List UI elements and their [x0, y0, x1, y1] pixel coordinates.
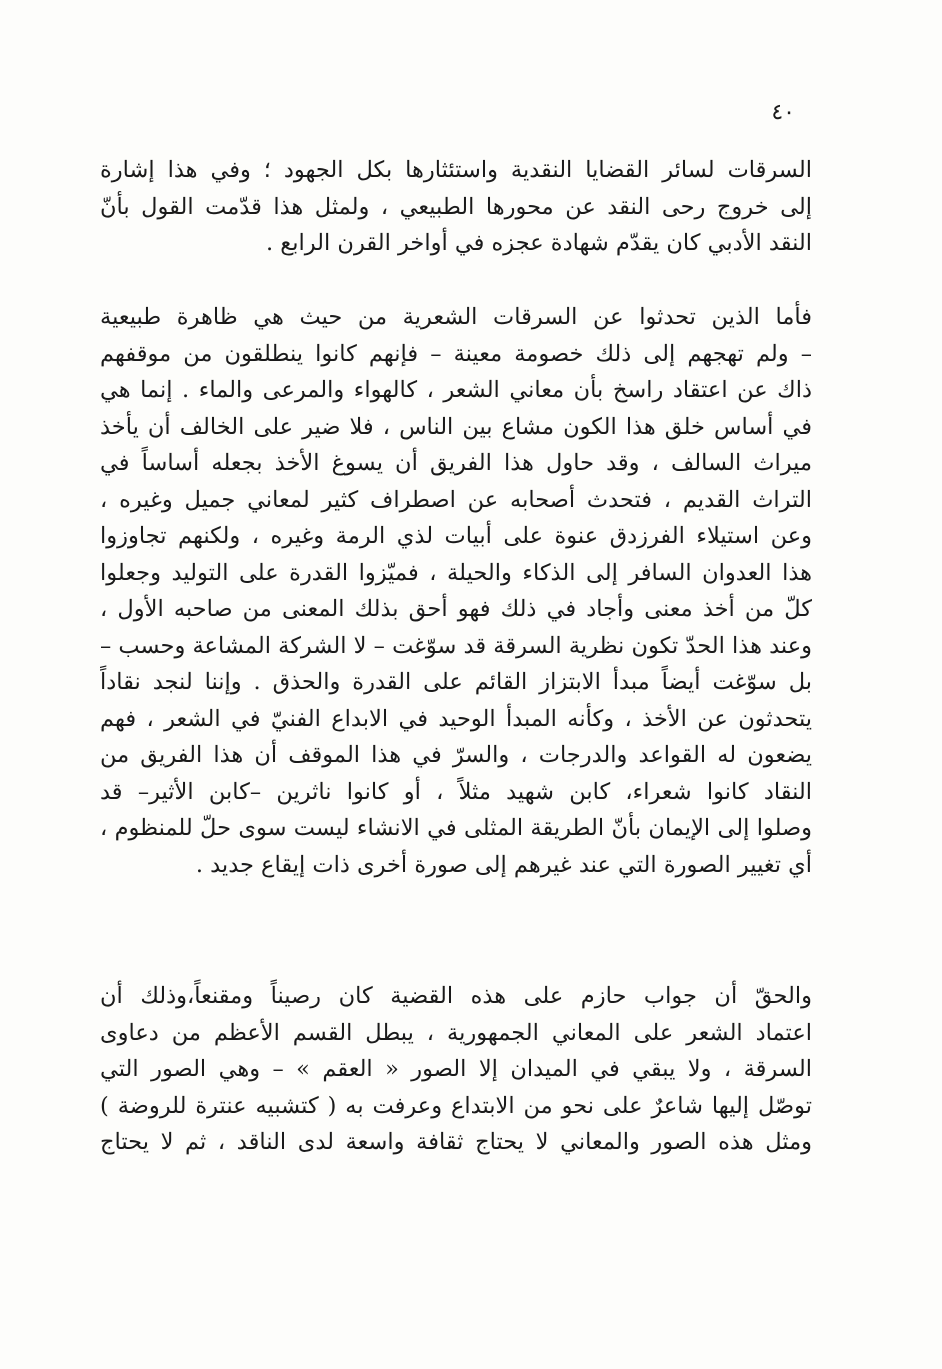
- text-line: هذا العدوان السافر إلى الذكاء والحيلة ، فميّزوا القدرة على التوليد وجعلوا: [100, 559, 812, 586]
- paragraph-1: [100, 152, 812, 262]
- text-line: اعتماد الشعر على المعاني الجمهورية ، يبطل القسم الأعظم من دعاوى: [100, 1019, 812, 1046]
- paragraph-2: [100, 299, 812, 883]
- text-line: بل سوّغت أيضاً مبدأ الابتزاز القائم على القدرة والحذق . وإننا لنجد نقاداً: [100, 669, 812, 695]
- text-line: في أساس خلق هذا الكون مشاع بين الناس ، فلا ضير على الخالف أن يأخذ: [100, 413, 812, 440]
- text-line: وعن استيلاء الفرزدق عنوة على أبيات لذي الرمة وغيره ، ولكنهم تجاوزوا: [100, 523, 812, 549]
- text-line: إلى خروج رحى النقد عن محورها الطبيعي ، ولمثل هذا قدّمت القول بأنّ: [100, 193, 812, 220]
- text-line: فأما الذين تحدثوا عن السرقات الشعرية من حيث هي ظاهرة طبيعية: [100, 304, 812, 330]
- paragraph-3: [100, 978, 812, 1161]
- text-line: – ولم تهجهم إلى ذلك خصومة معينة – فإنهم كانوا ينطلقون من موقفهم: [100, 340, 812, 367]
- text-line: ذاك عن اعتقاد راسخ بأن معاني الشعر ، كالهواء والمرعى والماء . إنما هي: [100, 377, 812, 403]
- text-line: كلّ من أخذ معنى وأجاد في ذلك فهو أحق بذلك المعنى من صاحبه الأول ،: [100, 596, 812, 622]
- text-line: أي تغيير الصورة التي عند غيرهم إلى صورة أخرى ذات إيقاع جديد .: [195, 851, 812, 878]
- text-line: وعند هذا الحدّ تكون نظرية السرقة قد سوّغت – لا الشركة المشاعة وحسب –: [100, 632, 812, 659]
- text-line: يتحدثون عن الأخذ ، وكأنه المبدأ الوحيد في الابداع الفنيّ في الشعر ، فهم: [100, 705, 812, 732]
- page-number: ٤٠: [771, 100, 795, 125]
- text-line: النقاد كانوا شعراء، كابن شهيد مثلاً ، أو كانوا ناثرين –كابن الأثير– قد: [100, 778, 812, 805]
- text-line: السرقة ، ولا يبقي في الميدان إلا الصور « العقم » – وهي الصور التي: [100, 1056, 812, 1082]
- text-line: يضعون له القواعد والدرجات ، والسرّ في هذا الموقف أن هذا الفريق من: [100, 742, 812, 768]
- text-line: والحقّ أن جواب حازم على هذه القضية كان رصيناً ومقنعاً،وذلك أن: [100, 983, 812, 1009]
- text-line: التراث القديم ، فتحدث أصحابه عن اصطراف كثير لمعاني جميل وغيره ،: [100, 486, 812, 513]
- text-line: وصلوا إلى الإيمان بأنّ الطريقة المثلى في الانشاء ليست سوى حلّ للمنظوم ،: [100, 815, 812, 841]
- text-line: النقد الأدبي كان يقدّم شهادة عجزه في أواخر القرن الرابع .: [265, 230, 812, 256]
- text-line: ميراث السالف ، وقد حاول هذا الفريق أن يسوغ الأخذ بجعله أساساً في: [100, 450, 812, 476]
- text-line: توصّل إليها شاعرٌ على نحو من الابتداع وعرفت به ( كتشبيه عنترة للروضة ): [100, 1092, 812, 1119]
- text-line: السرقات لسائر القضايا النقدية واستئثارها بكل الجهود ؛ وفي هذا إشارة: [100, 157, 812, 183]
- text-line: ومثل هذه الصور والمعاني لا يحتاج ثقافة واسعة لدى الناقد ، ثم لا يحتاج: [100, 1129, 812, 1155]
